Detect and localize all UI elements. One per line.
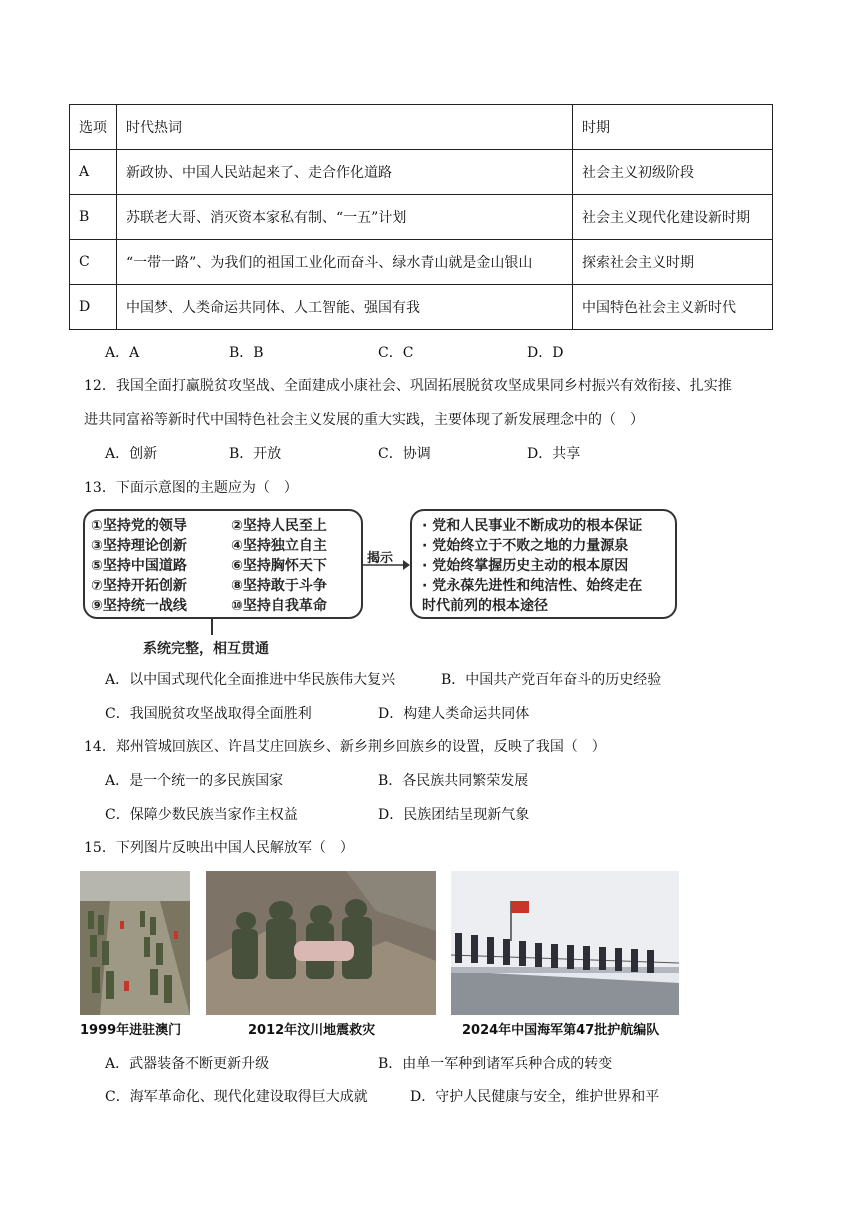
table-cell: C: [70, 240, 117, 285]
q11-option-b[interactable]: B．B: [229, 345, 264, 361]
photo-caption: 1999年进驻澳门: [80, 1023, 182, 1038]
diagram-item: ④坚持独立自主: [231, 538, 327, 554]
q12-option-b[interactable]: B．开放: [229, 446, 282, 462]
table-cell: 中国梦、人类命运共同体、人工智能、强国有我: [117, 285, 573, 330]
table-header-cell: 时期: [573, 105, 773, 150]
table-cell: 苏联老大哥、消灭资本家私有制、“一五”计划: [117, 195, 573, 240]
q14-stem: 14．郑州管城回族区、许昌艾庄回族乡、新乡荆乡回族乡的设置，反映了我国（ ）: [84, 739, 606, 755]
diagram-item: ⑦坚持开拓创新: [91, 578, 187, 594]
q15-option-a[interactable]: A．武器装备不断更新升级: [105, 1056, 270, 1072]
table-cell: A: [70, 150, 117, 195]
table-row: [70, 195, 773, 240]
table-cell: B: [70, 195, 117, 240]
table-row: [70, 150, 773, 195]
q15-option-c[interactable]: C．海军革命化、现代化建设取得巨大成就: [105, 1089, 368, 1105]
q11-table: [69, 104, 773, 330]
table-cell: 社会主义现代化建设新时期: [573, 195, 773, 240]
diagram-result: · 党始终掌握历史主动的根本原因: [422, 558, 629, 574]
photo-earthquake-rescue: [206, 871, 436, 1015]
q13-option-b[interactable]: B．中国共产党百年奋斗的历史经验: [441, 672, 662, 688]
photo-navy-escort: [451, 871, 679, 1015]
photo-caption: 2024年中国海军第47批护航编队: [462, 1023, 660, 1038]
table-cell: 新政协、中国人民站起来了、走合作化道路: [117, 150, 573, 195]
diagram-result: · 党和人民事业不断成功的根本保证: [422, 518, 643, 534]
table-cell: 社会主义初级阶段: [573, 150, 773, 195]
table-header-cell: 选项: [70, 105, 117, 150]
q11-option-a[interactable]: A．A: [105, 345, 140, 361]
q14-option-c[interactable]: C．保障少数民族当家作主权益: [105, 807, 298, 823]
diagram-result: · 党永葆先进性和纯洁性、始终走在: [422, 578, 643, 594]
table-cell: “一带一路”、为我们的祖国工业化而奋斗、绿水青山就是金山银山: [117, 240, 573, 285]
table-cell: 探索社会主义时期: [573, 240, 773, 285]
diagram-item: ⑧坚持敢于斗争: [231, 578, 327, 594]
diagram-right-box: [410, 509, 677, 619]
q15-option-b[interactable]: B．由单一军种到诸军兵种合成的转变: [378, 1056, 613, 1072]
q13-option-a[interactable]: A．以中国式现代化全面推进中华民族伟大复兴: [105, 672, 396, 688]
diagram-arrow-label: 揭示: [367, 551, 394, 566]
table-header-row: [70, 105, 773, 150]
table-header-cell: 时代热词: [117, 105, 573, 150]
q14-option-d[interactable]: D．民族团结呈现新气象: [378, 807, 530, 823]
diagram-result: · 党始终立于不败之地的力量源泉: [422, 538, 629, 554]
diagram-item: ⑤坚持中国道路: [91, 558, 187, 574]
photo-macau-entry: [80, 871, 190, 1015]
diagram-item: ③坚持理论创新: [91, 538, 187, 554]
table-row: [70, 240, 773, 285]
q12-stem-line1: 12．我国全面打赢脱贫攻坚战、全面建成小康社会、巩固拓展脱贫攻坚成果同乡村振兴有效衔接、扎实推: [84, 378, 732, 394]
q12-option-a[interactable]: A．创新: [105, 446, 158, 462]
q14-option-b[interactable]: B．各民族共同繁荣发展: [378, 773, 529, 789]
q12-option-d[interactable]: D．共享: [527, 446, 581, 462]
diagram-item: ①坚持党的领导: [91, 518, 187, 534]
q13-stem: 13．下面示意图的主题应为（ ）: [84, 480, 298, 496]
q15-stem: 15．下列图片反映出中国人民解放军（ ）: [84, 840, 354, 856]
q13-option-c[interactable]: C．我国脱贫攻坚战取得全面胜利: [105, 706, 312, 722]
diagram-item: ⑥坚持胸怀天下: [231, 558, 327, 574]
diagram-item: ⑨坚持统一战线: [91, 598, 187, 614]
diagram-item: ⑩坚持自我革命: [231, 598, 327, 614]
photo-caption: 2012年汶川地震救灾: [248, 1023, 376, 1038]
q15-option-d[interactable]: D．守护人民健康与安全，维护世界和平: [410, 1089, 660, 1105]
diagram-connector-line: [211, 619, 213, 635]
diagram-left-box: [83, 509, 363, 619]
diagram-bottom-label: 系统完整，相互贯通: [143, 641, 269, 657]
q11-option-d[interactable]: D．D: [527, 345, 564, 361]
table-row: [70, 285, 773, 330]
q12-stem-line2: 进共同富裕等新时代中国特色社会主义发展的重大实践，主要体现了新发展理念中的（ ）: [84, 412, 644, 428]
table-cell: D: [70, 285, 117, 330]
diagram-item: ②坚持人民至上: [231, 518, 327, 534]
q12-option-c[interactable]: C．协调: [378, 446, 431, 462]
table-cell: 中国特色社会主义新时代: [573, 285, 773, 330]
diagram-result: 时代前列的根本途径: [422, 598, 548, 614]
q11-option-c[interactable]: C．C: [378, 345, 414, 361]
q13-option-d[interactable]: D．构建人类命运共同体: [378, 706, 530, 722]
q14-option-a[interactable]: A．是一个统一的多民族国家: [105, 773, 284, 789]
